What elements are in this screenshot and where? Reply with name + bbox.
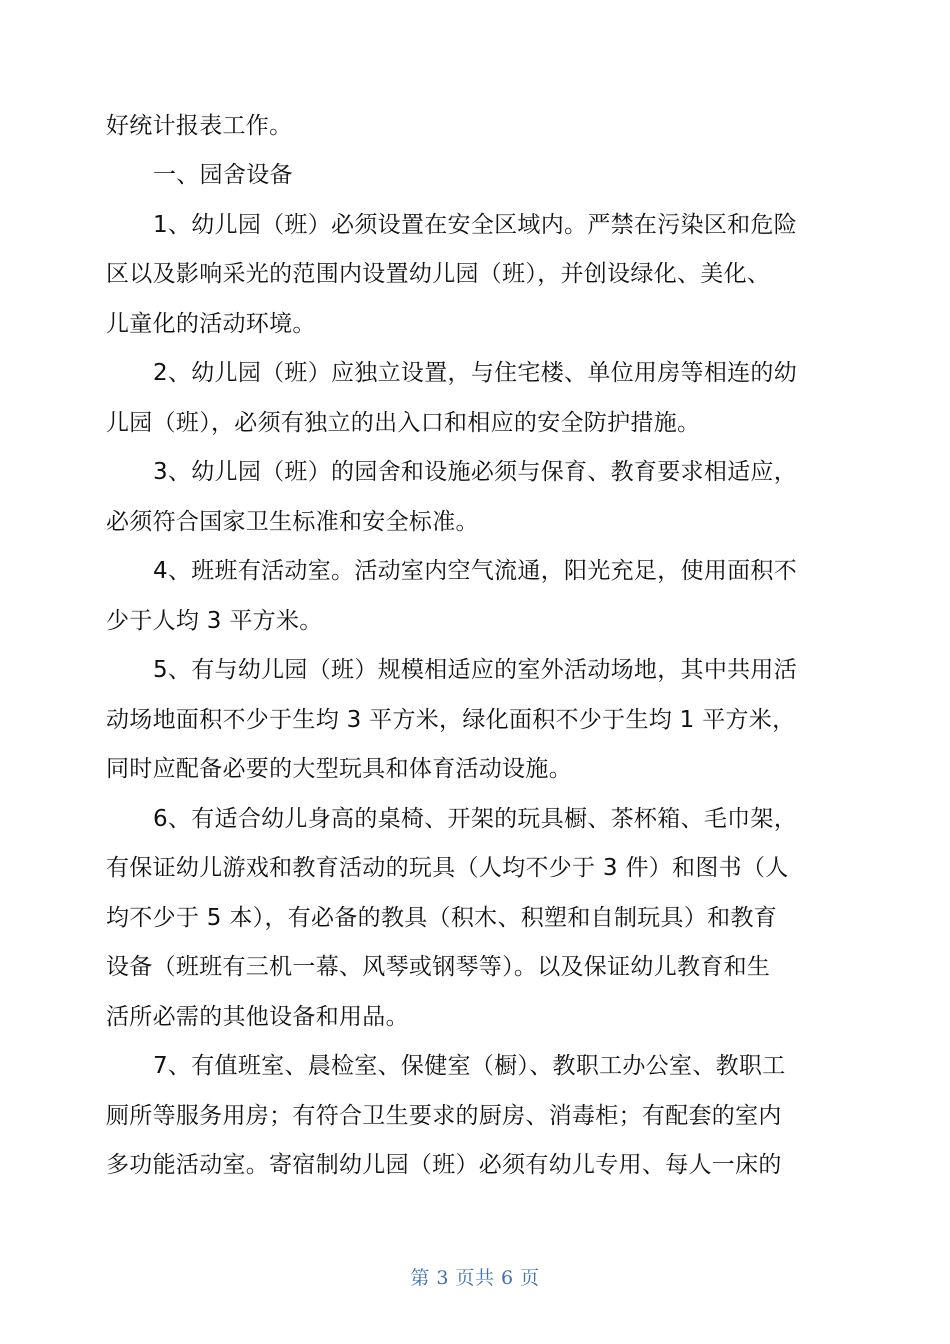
text-line: 区以及影响采光的范围内设置幼儿园（班），并创设绿化、美化、 <box>106 261 771 287</box>
text-line: 4、班班有活动室。活动室内空气流通，阳光充足，使用面积不 <box>153 558 798 584</box>
text-line: 6、有适合幼儿身高的桌椅、开架的玩具橱、茶杯箱、毛巾架， <box>153 806 798 832</box>
text-line: 均不少于 5 本），有必备的教具（积木、积塑和自制玩具）和教育 <box>106 905 778 931</box>
text-line: 动场地面积不少于生均 3 平方米，绿化面积不少于生均 1 平方米， <box>106 707 796 733</box>
text-line: 同时应配备必要的大型玩具和体育活动设施。 <box>106 756 572 782</box>
text-line: 2、幼儿园（班）应独立设置，与住宅楼、单位用房等相连的幼 <box>153 360 798 386</box>
section-heading: 一、园舍设备 <box>153 162 293 188</box>
text-line: 儿园（班），必须有独立的出入口和相应的安全防护措施。 <box>106 410 701 436</box>
text-line: 5、有与幼儿园（班）规模相适应的室外活动场地，其中共用活 <box>153 657 798 683</box>
text-line: 厕所等服务用房；有符合卫生要求的厨房、消毒柜；有配套的室内 <box>106 1103 782 1129</box>
text-line: 活所必需的其他设备和用品。 <box>106 1004 409 1030</box>
text-line: 7、有值班室、晨检室、保健室（橱）、教职工办公室、教职工 <box>153 1053 786 1079</box>
text-line: 1、幼儿园（班）必须设置在安全区域内。严禁在污染区和危险 <box>153 212 798 238</box>
text-line: 3、幼儿园（班）的园舍和设施必须与保育、教育要求相适应， <box>153 459 798 485</box>
text-line: 设备（班班有三机一幕、风琴或钢琴等）。以及保证幼儿教育和生 <box>106 954 771 980</box>
page-number-footer: 第 3 页共 6 页 <box>410 1267 540 1289</box>
text-line: 好统计报表工作。 <box>106 113 293 139</box>
text-line: 多功能活动室。寄宿制幼儿园（班）必须有幼儿专用、每人一床的 <box>106 1152 782 1178</box>
text-line: 必须符合国家卫生标准和安全标准。 <box>106 509 479 535</box>
text-line: 少于人均 3 平方米。 <box>106 608 323 634</box>
text-line: 有保证幼儿游戏和教育活动的玩具（人均不少于 3 件）和图书（人 <box>106 855 789 881</box>
text-line: 儿童化的活动环境。 <box>106 311 316 337</box>
